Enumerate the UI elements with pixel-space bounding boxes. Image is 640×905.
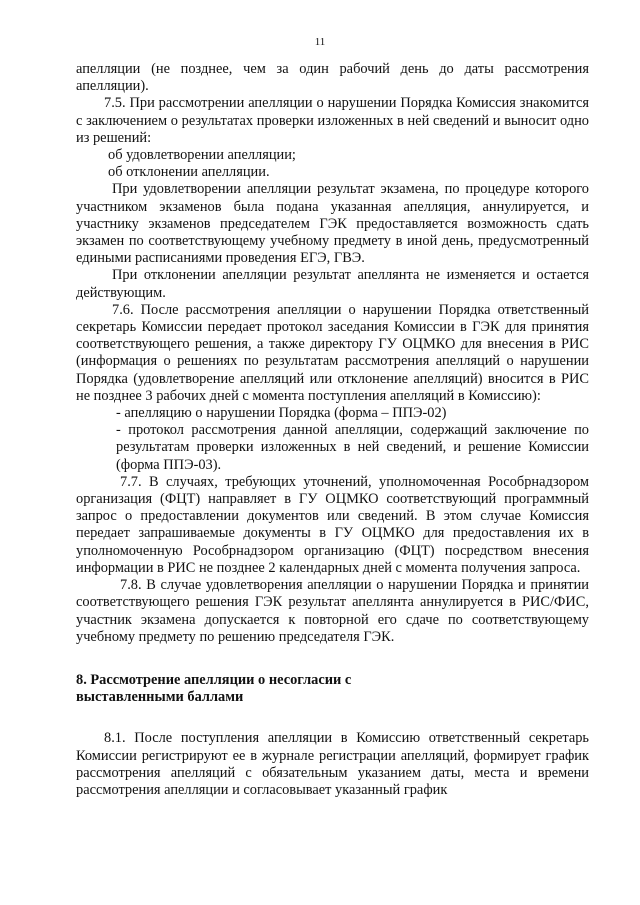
- document-body: [76, 61, 589, 799]
- list-item: - протокол рассмотрения данной апелляции, содержащий заключение по результатам проверки изложенных в ней сведений, и решение Комиссии (форма ППЭ-03).: [116, 422, 589, 473]
- list-item: об удовлетворении апелляции;: [108, 147, 296, 164]
- paragraph: При удовлетворении апелляции результат экзамена, по процедуре которого участником экзаменов была подана указанная апелляция, аннулируется, и участнику экзаменов председателем ГЭК предоставляется возможность сдать экзамен по соответствующему учебному предмету в иной день, предусмотренный едиными расписаниями проведения ЕГЭ, ГВЭ.: [76, 181, 589, 267]
- section-heading-line: 8. Рассмотрение апелляции о несогласии с: [76, 671, 352, 688]
- list-item: об отклонении апелляции.: [108, 164, 270, 181]
- paragraph: При отклонении апелляции результат апеллянта не изменяется и остается действующим.: [76, 267, 589, 301]
- paragraph-7-7: 7.7. В случаях, требующих уточнений, уполномоченная Рособрнадзором организация (ФЦТ) направляет в ГУ ОЦМКО соответствующий программный запрос о предоставлении документов или сведений. В этом случае Комиссия передает запрашиваемые документы в ГУ ОЦМКО для предоставления их в уполномоченную Рособрнадзором организацию (ФЦТ) посредством внесения информации в РИС не позднее 2 календарных дней с момента получения запроса.: [76, 473, 589, 576]
- section-heading-line: выставленными баллами: [76, 689, 244, 706]
- paragraph-7-6: 7.6. После рассмотрения апелляции о нарушении Порядка ответственный секретарь Комиссии передает протокол заседания Комиссии в ГЭК для принятия соответствующего решения, а также директору ГУ ОЦМКО для внесения в РИС (информация о решениях по результатам рассмотрения апелляций о нарушении Порядка (удовлетворение апелляций или отклонение апелляций) вносится в РИС не позднее 3 рабочих дней с момента поступления апелляций в Комиссию):: [76, 301, 589, 404]
- list-item: - апелляцию о нарушении Порядка (форма – ППЭ-02): [116, 405, 447, 422]
- paragraph: апелляции (не позднее, чем за один рабочий день до даты рассмотрения апелляции).: [76, 61, 589, 95]
- paragraph-7-5: 7.5. При рассмотрении апелляции о нарушении Порядка Комиссия знакомится с заключением о результатах проверки изложенных в ней сведений и выносит одно из решений:: [76, 95, 589, 146]
- page-number: 11: [314, 36, 326, 48]
- section-heading: [76, 672, 589, 706]
- paragraph-8-1: 8.1. После поступления апелляции в Комиссию ответственный секретарь Комиссии регистрируют ее в журнале регистрации апелляций, формирует график рассмотрения апелляций с обязательным указанием даты, места и времени рассмотрения апелляции и согласовывает указанный график: [76, 730, 589, 798]
- paragraph-7-8: 7.8. В случае удовлетворения апелляции о нарушении Порядка и принятии соответствующего решения ГЭК результат апеллянта аннулируется в РИС/ФИС, участник экзамена допускается к повторной его сдаче по соответствующему учебному предмету по решению председателя ГЭК.: [76, 577, 589, 645]
